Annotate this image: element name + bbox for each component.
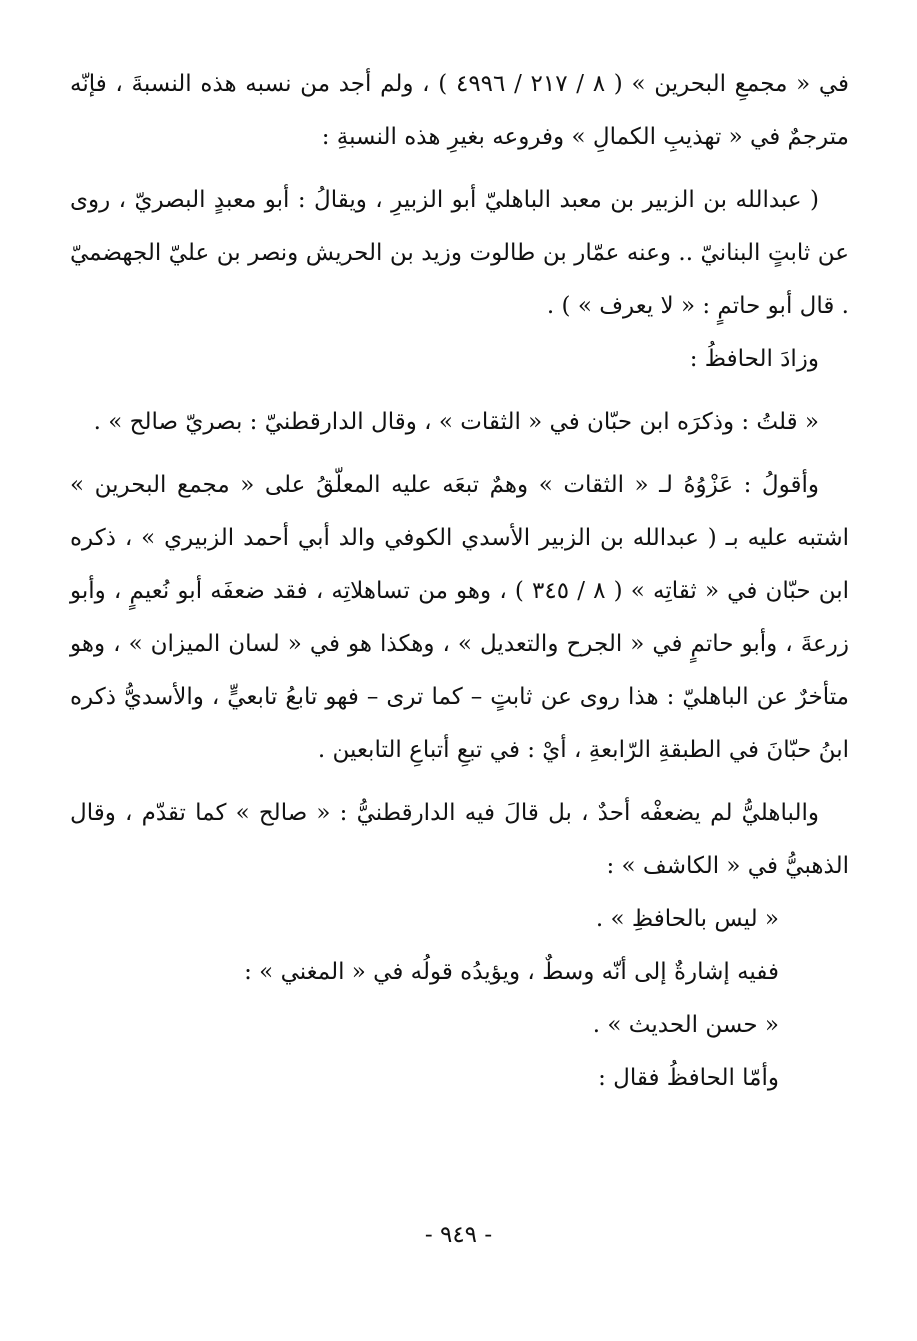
paragraph-3: وزادَ الحافظُ : xyxy=(689,346,819,372)
paragraph-9-quote: « حسن الحديث » . xyxy=(592,1012,779,1038)
paragraph-1: في « مجمعِ البحرين » ( ٨ / ٢١٧ / ٤٩٩٦ ) ، ولم أجد من نسبه هذه النسبةَ ، فإنّه مترجمٌ في « تهذيبِ الكمالِ » وفروعه بغيرِ هذه النسبةِ : xyxy=(70,71,850,150)
paragraph-6: والباهليُّ لم يضعفْه أحدٌ ، بل قالَ فيه الدارقطنيُّ : « صالح » كما تقدّم ، وقال الذهبيُّ في « الكاشف » : xyxy=(70,800,849,879)
paragraph-4-quote: « قلتُ : وذكرَه ابن حبّان في « الثقات » ، وقال الدارقطنيّ : بصريّ صالح » . xyxy=(93,409,819,435)
page-number: - ٩٤٩ - xyxy=(424,1222,493,1248)
paragraph-10: وأمّا الحافظُ فقال : xyxy=(598,1065,779,1091)
paragraph-2-quote: ( عبدالله بن الزبير بن معبد الباهليّ أبو الزبيرِ ، ويقالُ : أبو معبدٍ البصريّ ، روى عن ثابتٍ البنانيّ .. وعنه عمّار بن طالوت وزيد بن الحريش ونصر بن عليّ الجهضميّ . قال أبو حاتمٍ : « لا يعرف » ) . xyxy=(70,187,849,319)
paragraph-5: وأقولُ : عَزْوُهُ لـ « الثقات » وهمٌ تبعَه عليه المعلّقُ على « مجمع البحرين » اشتبه عليه بـ ( عبدالله بن الزبير الأسدي الكوفي والد أبي أحمد الزبيري » ، ذكره ابن حبّان في « ثقاتِه » ( ٨ / ٣٤٥ ) ، وهو من تساهلاتِه ، فقد ضعفَه أبو نُعيمٍ ، وأبو زرعةَ ، وأبو حاتمٍ في « الجرح والتعديل » ، وهكذا هو في « لسان الميزان » ، وهو متأخرٌ عن الباهليّ : هذا روى عن ثابتٍ – كما ترى – فهو تابعُ تابعيٍّ ، والأسديُّ ذكره ابنُ حبّانَ في الطبقةِ الرّابعةِ ، أيْ : في تبعِ أتباعِ التابعين . xyxy=(70,472,849,763)
body-text xyxy=(70,58,849,1105)
paragraph-7-quote: « ليس بالحافظِ » . xyxy=(595,906,779,932)
paragraph-8: ففيه إشارةٌ إلى أنّه وسطٌ ، ويؤيدُه قولُه في « المغني » : xyxy=(244,959,779,985)
